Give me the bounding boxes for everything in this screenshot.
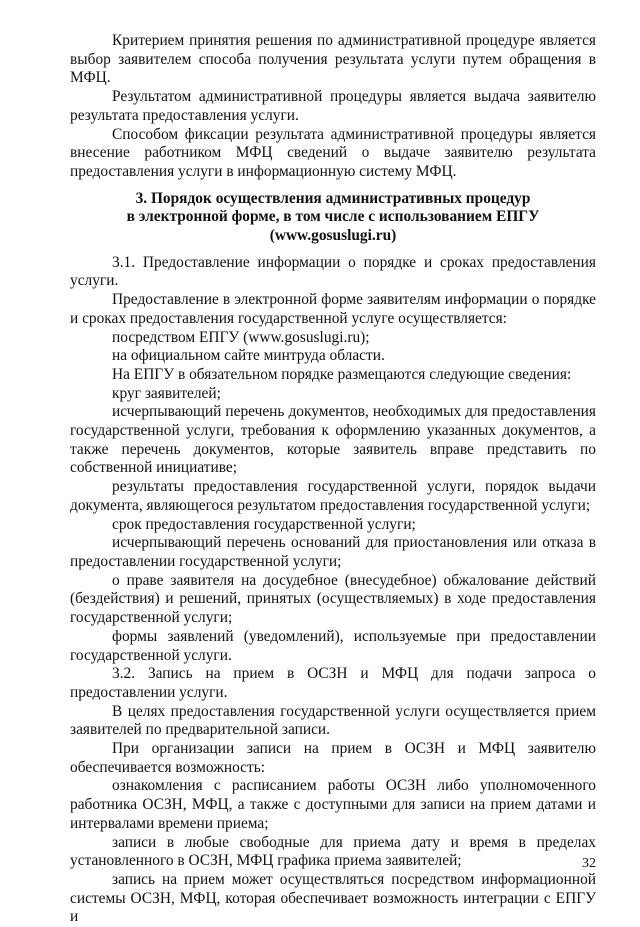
heading-line: (www.gosuslugi.ru) [269,227,397,245]
paragraph: о праве заявителя на досудебное (внесудебное) обжалование действий (бездействия) и решений, принятых (осуществляемых) в ходе предоставления государственной услуги; [70,571,596,627]
paragraph: на официальном сайте минтруда области. [112,347,385,365]
paragraph: В целях предоставления государственной услуги осуществляется прием заявителей по предварительной записи. [70,702,596,739]
paragraph: формы заявлений (уведомлений), используемые при предоставлении государственной услуги. [70,627,596,664]
paragraph: При организации записи на прием в ОСЗН и МФЦ заявителю обеспечивается возможность: [70,740,596,776]
paragraphs-body [70,254,596,927]
paragraphs-top [70,32,596,182]
heading-line: в электронной форме, в том числе с использованием ЕПГУ [126,208,540,226]
paragraph: срок предоставления государственной услуги; [112,515,416,533]
paragraph: 3.2. Запись на прием в ОСЗН и МФЦ для подачи запроса о предоставлении услуги. [70,665,596,701]
paragraph: исчерпывающий перечень оснований для приостановления или отказа в предоставлении государственной услуги; [70,534,596,570]
paragraph: посредством ЕПГУ (www.gosuslugi.ru); [112,328,370,346]
paragraph: запись на прием может осуществляться посредством информационной системы ОСЗН, МФЦ, которая обеспечивает возможность интеграции с ЕПГУ и [70,870,596,926]
paragraph: записи в любые свободные для приема дату и время в пределах установленного в ОСЗН, МФЦ графика приема заявителей; [70,833,596,870]
page-number: 32 [582,856,596,871]
heading-line: 3. Порядок осуществления административных процедур [135,189,531,207]
paragraph: Критерием принятия решения по административной процедуре является выбор заявителем способа получения результата услуги путем обращения в МФЦ. [70,32,596,87]
paragraph: результаты предоставления государственной услуги, порядок выдачи документа, являющегося результатом предоставления государственной услуги; [70,478,596,514]
paragraph: ознакомления с расписанием работы ОСЗН либо уполномоченного работника ОСЗН, МФЦ, а также с доступными для записи на прием датами и интервалами времени приема; [70,777,596,832]
paragraph: На ЕПГУ в обязательном порядке размещаются следующие сведения: [112,365,572,383]
paragraph: круг заявителей; [112,384,221,402]
paragraph: Предоставление в электронной форме заявителям информации о порядке и сроках предоставления государственной услуге осуществляется: [70,291,596,327]
paragraph: Способом фиксации результата административной процедуры является внесение работником МФЦ сведений о выдаче заявителю результата предоставления услуги в информационную систему МФЦ. [70,125,596,180]
paragraph: 3.1. Предоставление информации о порядке и сроках предоставления услуги. [70,253,596,290]
paragraph: Результатом административной процедуры является выдача заявителю результата предоставления услуги. [70,88,596,124]
section-heading [70,190,596,246]
paragraph: исчерпывающий перечень документов, необходимых для предоставления государственной услуги, требования к оформлению указанных документов, а также перечень документов, которые заявитель вправе представить по собственной инициативе; [70,403,596,477]
